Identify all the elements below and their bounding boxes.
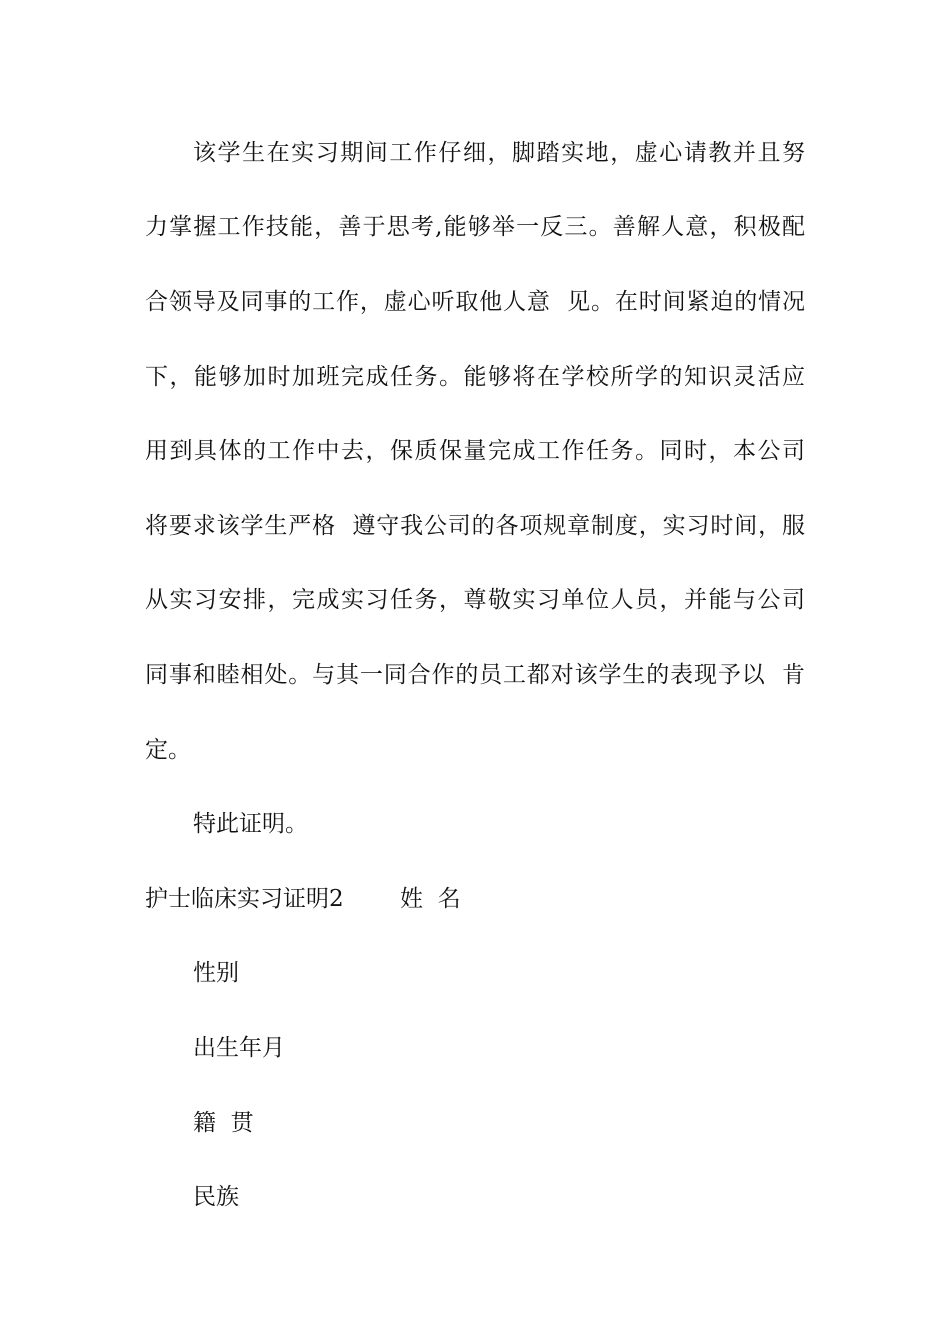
paragraph-line-1: 该学生在实习期间工作仔细，脚踏实地，虚心请教并且努 [193, 140, 805, 166]
paragraph-line-6: 将要求该学生严格 遵守我公司的各项规章制度，实习时间，服 [145, 513, 805, 539]
paragraph-line-8: 同事和睦相处。与其一同合作的员工都对该学生的表现予以 肯 [145, 662, 805, 688]
closing-text: 特此证明。 [193, 811, 308, 837]
paragraph-line-2: 力掌握工作技能，善于思考,能够举一反三。善解人意，积极配 [145, 214, 805, 240]
paragraph-line-9: 定。 [145, 737, 191, 763]
name-field-label: 姓 名 [400, 886, 461, 912]
section-title: 护士临床实习证明2 [145, 886, 344, 912]
paragraph-line-7: 从实习安排，完成实习任务，尊敬实习单位人员，并能与公司 [145, 587, 805, 613]
paragraph-line-3: 合领导及同事的工作，虚心听取他人意 见。在时间紧迫的情况 [145, 289, 805, 315]
paragraph-line-4: 下，能够加时加班完成任务。能够将在学校所学的知识灵活应 [145, 364, 805, 390]
field-ethnicity: 民族 [193, 1184, 239, 1210]
field-gender: 性别 [193, 960, 239, 986]
paragraph-line-5: 用到具体的工作中去，保质保量完成工作任务。同时，本公司 [145, 438, 805, 464]
field-birth-date: 出生年月 [193, 1035, 285, 1061]
field-native-place: 籍 贯 [193, 1110, 254, 1136]
